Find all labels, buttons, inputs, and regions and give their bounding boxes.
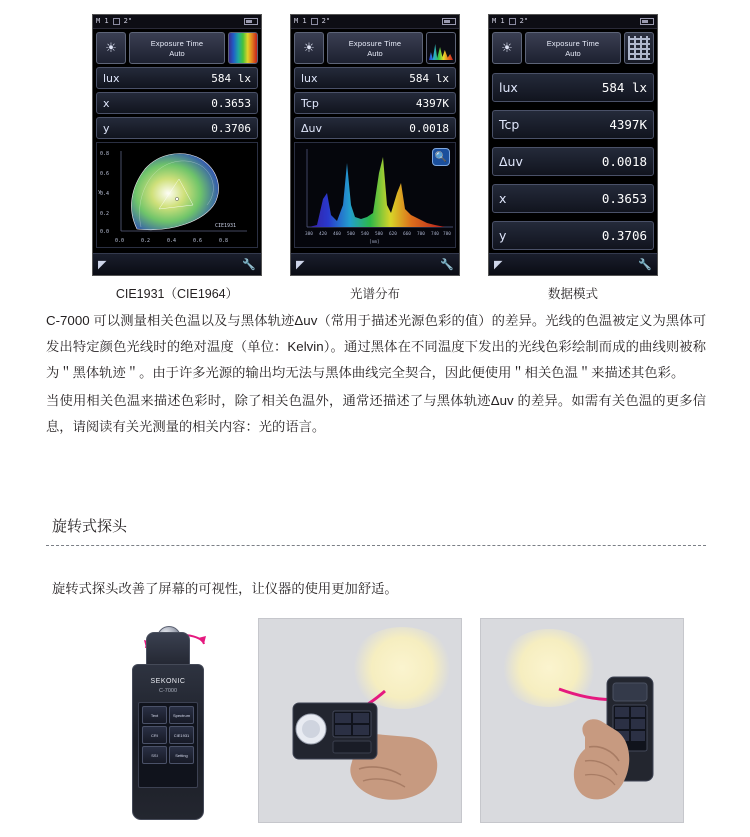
measure-rows-data [489,73,657,250]
measure-rows-spectrum [291,67,459,139]
spectrum-chart[interactable] [294,142,456,248]
device-screen-data [488,14,658,276]
meter-brand-label: SEKONIC [150,678,186,685]
row-label: lux [103,71,120,85]
row-label: Δuv [499,154,523,169]
battery-icon [640,18,654,25]
device-screen-cie [92,14,262,276]
table-row [492,110,654,139]
svg-text:0.6: 0.6 [193,238,203,244]
topbar-square-icon [311,18,318,25]
row-label: Tcp [499,117,520,132]
wrench-icon[interactable]: 🔧 [638,259,652,271]
svg-text:0.0: 0.0 [115,238,125,244]
sun-settings-button[interactable]: ☀ [96,32,126,64]
row-label: x [499,191,507,206]
row-value: 584 lx [211,71,251,85]
row-value: 0.0018 [409,121,449,135]
svg-text:0.2: 0.2 [141,238,151,244]
section-subtext: 旋转式探头改善了屏幕的可视性，让仪器的使用更加舒适。 [52,581,398,596]
table-row [96,92,258,114]
device-topbar [93,15,261,29]
svg-text:0.4: 0.4 [100,191,110,197]
table-row [492,184,654,213]
cie-chart-svg [97,143,261,247]
photo-hand-rotated [480,618,684,823]
section-title: 旋转式探头 [52,518,128,535]
meter-screen-button[interactable]: Setting [169,746,194,764]
svg-text:0.8: 0.8 [219,238,229,244]
meter-screen-button[interactable]: Text [142,706,167,724]
svg-text:380: 380 [305,232,313,237]
topbar-time-label: 2" [123,17,133,25]
measure-rows-cie [93,67,261,139]
data-table-icon[interactable] [624,32,654,64]
exposure-time-value: Auto [169,48,185,58]
row-value: 0.3706 [211,121,251,135]
device-bottom-bar [291,253,459,275]
exposure-time-box[interactable] [327,32,423,64]
svg-text:460: 460 [333,232,341,237]
table-row [492,221,654,250]
magnifier-icon[interactable]: 🔍 [432,148,450,166]
topbar-mode-label: M 1 [294,17,307,25]
table-row [96,117,258,139]
device-bottom-bar [489,253,657,275]
paragraph-2: 当使用相关色温来描述色彩时，除了相关色温外，通常还描述了与黑体轨迹Δuv 的差异。如需有关色温的更多信息，请阅读有关光测量的相关内容：光的语言。 [46,393,706,434]
svg-text:0.6: 0.6 [100,171,110,177]
svg-text:580: 580 [375,232,383,237]
row-label: y [103,121,110,135]
meter-screen-button[interactable]: CIE1931 [169,726,194,744]
svg-text:0.8: 0.8 [100,151,110,157]
topbar-time-label: 2" [321,17,331,25]
svg-text:740: 740 [431,232,439,237]
row-label: y [499,228,507,243]
color-gamut-icon[interactable] [228,32,258,64]
screen-block-spectrum [290,14,460,302]
svg-text:CIE1931: CIE1931 [215,223,237,229]
screen-caption: 光谱分布 [349,287,400,301]
svg-text:420: 420 [319,232,327,237]
exposure-row [489,29,657,67]
row-label: x [103,96,110,110]
exposure-time-label: Exposure Time [150,38,204,48]
wrench-icon[interactable]: 🔧 [242,259,256,271]
row-value: 0.3653 [601,191,647,206]
svg-text:500: 500 [347,232,355,237]
device-bottom-bar [93,253,261,275]
row-value: 584 lx [601,80,647,95]
row-value: 0.3653 [211,96,251,110]
row-label: Δuv [301,121,323,135]
meter-illustration [108,618,238,823]
topbar-time-label: 2" [519,17,529,25]
topbar-square-icon [113,18,120,25]
battery-icon [442,18,456,25]
row-label: Tcp [301,96,319,110]
photo-hand-front [258,618,462,823]
screen-caption: 数据模式 [547,287,598,301]
photo-rotated-svg [481,619,684,823]
paragraph-1: C-7000 可以测量相关色温以及与黑体轨迹Δuv（常用于描述光源色彩的值）的差异。光线的色温被定义为黑体可发出特定颜色光线时的绝对温度（单位：Kelvin）。通过黑体在不同温度下发出的光线色彩绘制而成的曲线则被称为＂黑体轨迹＂。由于许多光源的输出均无法与黑体曲线完全契合，因此便使用＂相关色温＂来描述其色彩。 [46,313,706,380]
body-text [46,308,706,442]
meter-screen-button[interactable]: Spectrum [169,706,194,724]
meter-screen [138,702,198,788]
row-label: lux [301,71,318,85]
exposure-time-label: Exposure Time [546,38,600,48]
section-divider [46,545,706,546]
exposure-row [291,29,459,67]
svg-text:0.4: 0.4 [167,238,177,244]
triangle-icon[interactable]: ◤ [296,259,305,271]
device-topbar [291,15,459,29]
meter-screen-button[interactable]: SSI [142,746,167,764]
table-row [96,67,258,89]
meter-model-label: C-7000 [158,688,178,694]
photo-front-svg [259,619,462,823]
topbar-square-icon [509,18,516,25]
exposure-time-value: Auto [565,48,581,58]
row-value: 584 lx [409,71,449,85]
screen-block-data [488,14,658,302]
sun-settings-button[interactable]: ☀ [492,32,522,64]
exposure-row [93,29,261,67]
row-value: 4397K [415,96,449,110]
device-screen-spectrum [290,14,460,276]
topbar-mode-label: M 1 [96,17,109,25]
row-value: 0.3706 [601,228,647,243]
wrench-icon[interactable]: 🔧 [440,259,454,271]
row-value: 0.0018 [601,154,647,169]
row-value: 4397K [609,117,647,132]
device-screens-row [0,14,750,302]
screen-caption: CIE1931（CIE1964） [115,287,239,301]
triangle-icon[interactable]: ◤ [98,259,107,271]
svg-text:[nm]: [nm] [369,240,380,245]
svg-text:0.0: 0.0 [100,229,110,235]
triangle-icon[interactable]: ◤ [494,259,503,271]
svg-text:y: y [98,189,102,195]
topbar-mode-label: M 1 [492,17,505,25]
section-heading-block [46,515,706,546]
table-row [294,67,456,89]
svg-text:620: 620 [389,232,397,237]
exposure-time-label: Exposure Time [348,38,402,48]
table-row [492,147,654,176]
exposure-time-box[interactable] [525,32,621,64]
meter-screen-button[interactable]: CRI [142,726,167,744]
svg-text:700: 700 [417,232,425,237]
cie-chromaticity-chart[interactable] [96,142,258,248]
exposure-time-box[interactable] [129,32,225,64]
svg-text:780: 780 [443,232,451,237]
spectrum-icon[interactable] [426,32,456,64]
table-row [492,73,654,102]
exposure-time-value: Auto [367,48,383,58]
table-row [294,117,456,139]
battery-icon [244,18,258,25]
table-row [294,92,456,114]
row-label: lux [499,80,518,95]
photo-row [0,618,750,828]
svg-text:660: 660 [403,232,411,237]
sun-settings-button[interactable]: ☀ [294,32,324,64]
svg-text:0.2: 0.2 [100,211,110,217]
screen-block-cie [92,14,262,302]
svg-text:540: 540 [361,232,369,237]
device-topbar [489,15,657,29]
